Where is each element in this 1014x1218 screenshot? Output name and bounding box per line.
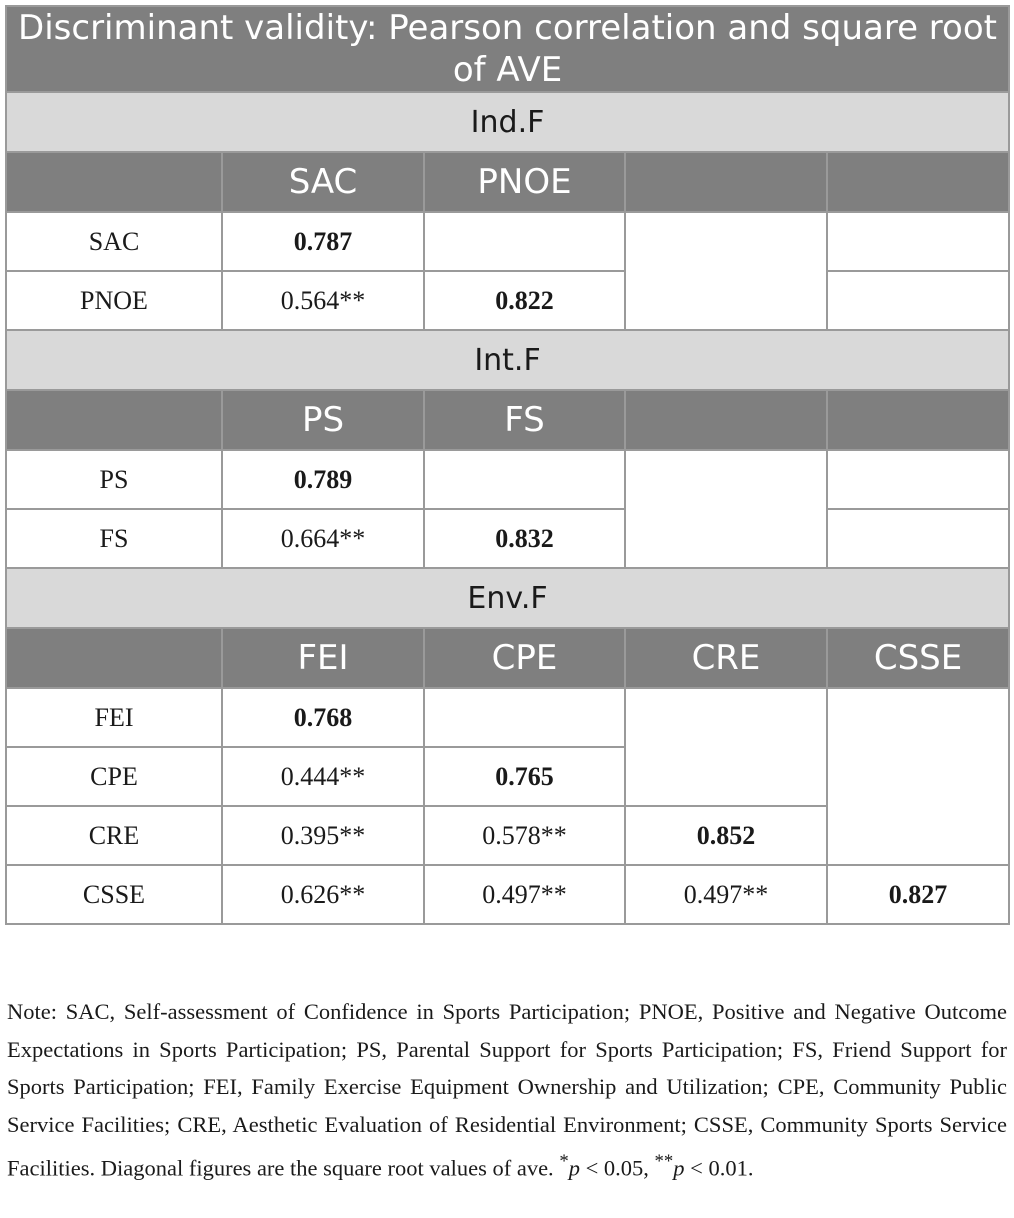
row-label: CSSE (6, 865, 222, 924)
row-label: CPE (6, 747, 222, 806)
diagonal-value: 0.852 (625, 806, 827, 865)
column-header: PS (222, 390, 424, 450)
empty-cell (827, 509, 1009, 568)
row-label: FS (6, 509, 222, 568)
diagonal-value: 0.768 (222, 688, 424, 747)
empty-cell (625, 212, 827, 330)
correlation-value: 0.444** (222, 747, 424, 806)
header-empty-cell (6, 390, 222, 450)
diagonal-value: 0.789 (222, 450, 424, 509)
empty-cell (827, 450, 1009, 509)
row-label: FEI (6, 688, 222, 747)
row-label: CRE (6, 806, 222, 865)
column-header: FS (424, 390, 625, 450)
row-label: PNOE (6, 271, 222, 330)
table-container (5, 5, 1008, 925)
column-header: PNOE (424, 152, 625, 212)
correlation-value: 0.564** (222, 271, 424, 330)
significance-mark: * (559, 1151, 569, 1172)
row-label: PS (6, 450, 222, 509)
section-label-int: Int.F (6, 330, 1009, 390)
column-header: SAC (222, 152, 424, 212)
table-note (7, 993, 1007, 1187)
correlation-value: 0.497** (625, 865, 827, 924)
correlation-value: 0.578** (424, 806, 625, 865)
section-label-ind: Ind.F (6, 92, 1009, 152)
significance-threshold: < 0.05, (579, 1155, 655, 1181)
section-label-env: Env.F (6, 568, 1009, 628)
table-title: Discriminant validity: Pearson correlation and square root of AVE (6, 6, 1009, 92)
column-header: FEI (222, 628, 424, 688)
diagonal-value: 0.787 (222, 212, 424, 271)
column-header (625, 152, 827, 212)
column-header (625, 390, 827, 450)
correlation-value: 0.664** (222, 509, 424, 568)
discriminant-validity-table (5, 5, 1010, 925)
diagonal-value: 0.822 (424, 271, 625, 330)
diagonal-value: 0.832 (424, 509, 625, 568)
p-variable: p (673, 1155, 685, 1181)
column-header (827, 152, 1009, 212)
empty-cell (424, 688, 625, 747)
table-row (6, 450, 1009, 509)
column-header (827, 390, 1009, 450)
correlation-value: 0.395** (222, 806, 424, 865)
row-label: SAC (6, 212, 222, 271)
significance-threshold: < 0.01. (684, 1155, 754, 1181)
empty-cell (827, 212, 1009, 271)
table-row (6, 509, 1009, 568)
header-empty-cell (6, 628, 222, 688)
empty-cell (827, 271, 1009, 330)
empty-cell (424, 450, 625, 509)
table-row (6, 865, 1009, 924)
table-row (6, 212, 1009, 271)
empty-cell (625, 688, 827, 806)
p-variable: p (568, 1155, 580, 1181)
diagonal-value: 0.765 (424, 747, 625, 806)
empty-cell (424, 212, 625, 271)
empty-cell (827, 688, 1009, 865)
diagonal-value: 0.827 (827, 865, 1009, 924)
empty-cell (625, 450, 827, 568)
column-header: CRE (625, 628, 827, 688)
table-row (6, 688, 1009, 747)
correlation-value: 0.497** (424, 865, 625, 924)
note-text: Note: SAC, Self-assessment of Confidence in Sports Participation; PNOE, Positive and Negative Outcome Expectations in Sports Participation; PS, Parental Support for Sports Participation; FS, Friend Support for Sports Participation; FEI, Family Exercise Equipment Ownership and Utilization; CPE, Community Public Service Facilities; CRE, Aesthetic Evaluation of Residential Environment; CSSE, Community Sports Service Facilities. Diagonal figures are the square root values of ave. (7, 999, 1007, 1181)
correlation-value: 0.626** (222, 865, 424, 924)
table-row (6, 271, 1009, 330)
significance-mark: ** (654, 1151, 674, 1172)
header-empty-cell (6, 152, 222, 212)
column-header: CPE (424, 628, 625, 688)
column-header: CSSE (827, 628, 1009, 688)
